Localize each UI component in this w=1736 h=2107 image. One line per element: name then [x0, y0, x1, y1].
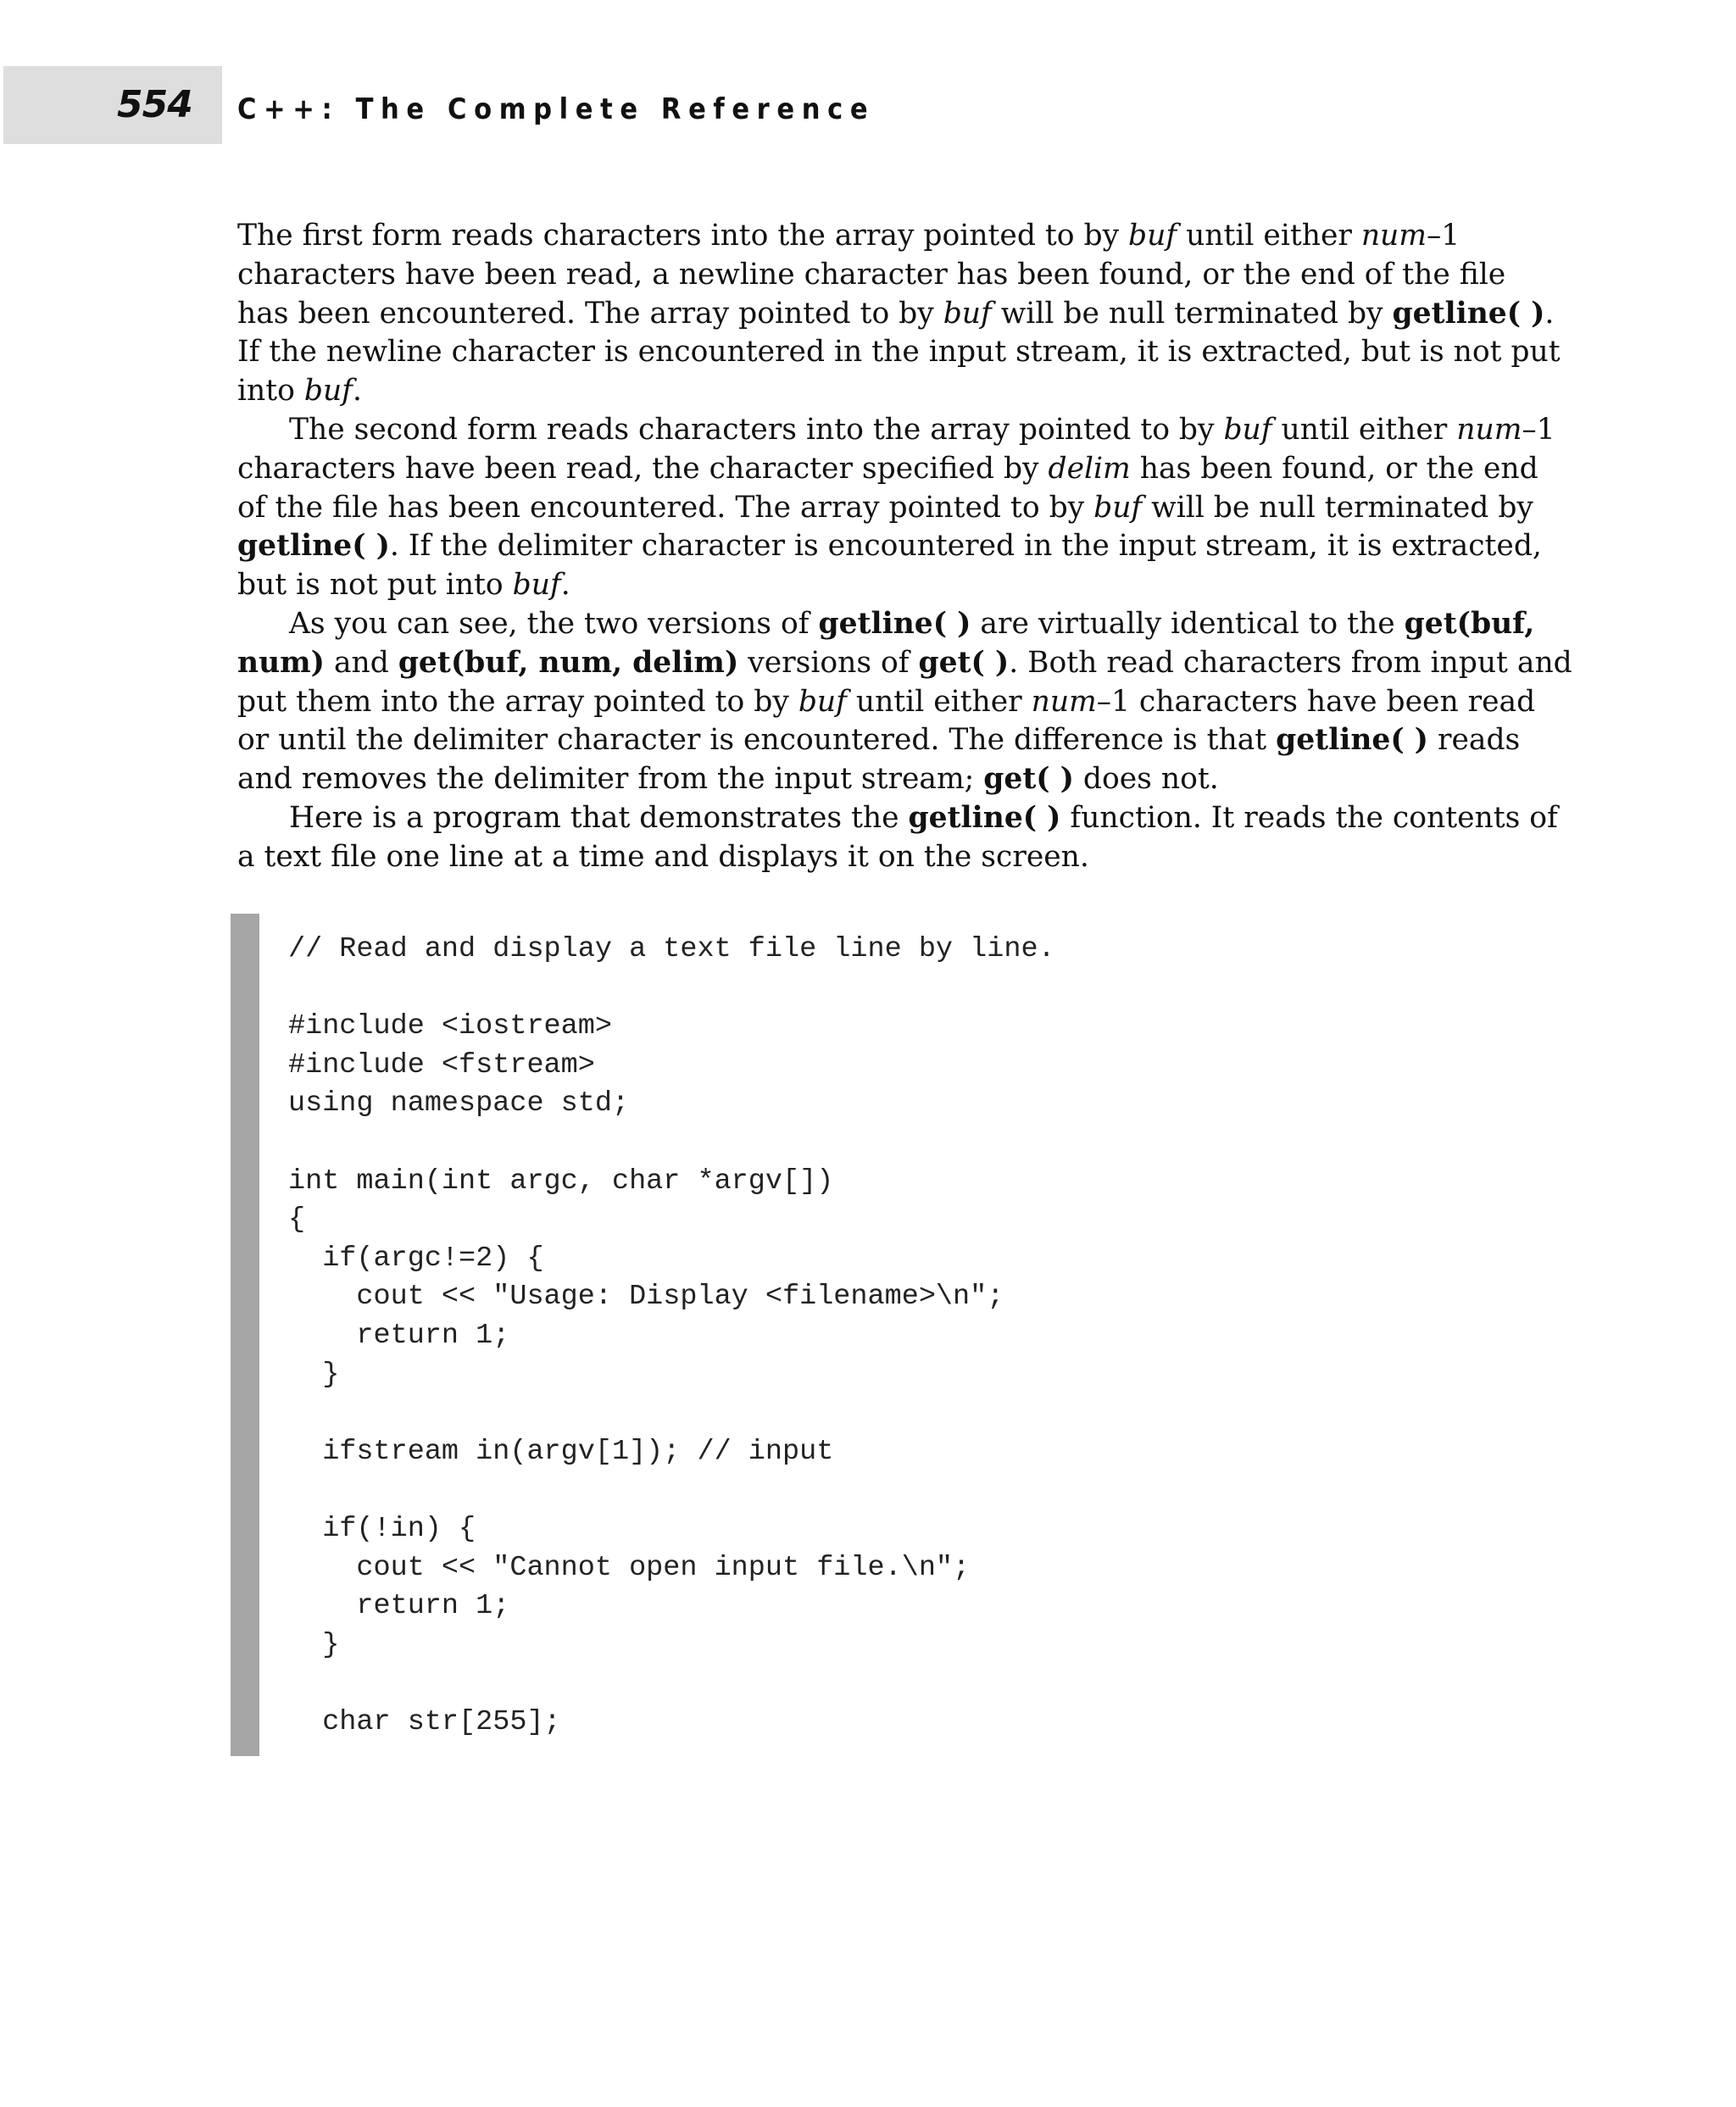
code-line: cout << "Cannot open input file.\n"; [288, 1551, 971, 1584]
code-line: cout << "Usage: Display <filename>\n"; [288, 1281, 1004, 1314]
text-run: until either [846, 684, 1032, 719]
text-run: does not. [1073, 762, 1219, 797]
text-run: characters have been read, a newline character has been found, or the end of the file [237, 257, 1506, 292]
text-run: and removes the delimiter from the input stream; [237, 762, 984, 797]
code-line: { [288, 1204, 306, 1237]
code-line: return 1; [288, 1319, 510, 1352]
bold-term: get(buf, [1404, 606, 1535, 641]
bold-term: getline( ) [237, 529, 390, 564]
italic-term: buf [1093, 490, 1143, 525]
page-number: 554 [117, 83, 192, 126]
text-run: . [352, 374, 362, 409]
bold-term: get( ) [918, 645, 1010, 680]
italic-term: num [1360, 219, 1427, 253]
body-text [237, 217, 1572, 877]
text-line [237, 256, 1506, 295]
text-run: will be null terminated by [991, 296, 1393, 331]
text-run: The second form reads characters into the array pointed to by [289, 412, 1224, 447]
code-line: #include <iostream> [288, 1010, 612, 1043]
text-run: . If the delimiter character is encountered in the input stream, it is extracted, [389, 529, 1542, 564]
paragraph [237, 411, 1555, 605]
code-line: return 1; [288, 1590, 510, 1623]
text-line [237, 527, 1542, 566]
text-run: reads [1428, 723, 1521, 758]
italic-term: buf [798, 684, 847, 719]
code-listing [288, 931, 1055, 1742]
text-run: function. It reads the contents of [1060, 800, 1558, 835]
code-line: } [288, 1628, 340, 1661]
text-line [237, 295, 1555, 334]
text-line [237, 683, 1536, 722]
text-run: –1 characters have been read [1096, 684, 1536, 719]
code-line: // Read and display a text file line by line. [288, 933, 1055, 965]
code-line: char str[255]; [288, 1705, 561, 1738]
bold-term: getline( ) [1392, 296, 1545, 331]
bold-term: get( ) [983, 762, 1074, 797]
code-line [288, 1471, 1055, 1510]
text-run: The first form reads characters into the array pointed to by [237, 219, 1129, 253]
paragraph [237, 605, 1572, 799]
paragraph [237, 217, 1561, 411]
text-run: If the newline character is encountered in the input stream, it is extracted, but is not put [237, 335, 1561, 370]
running-head: C++: The Complete Reference [237, 92, 876, 126]
bold-term: num) [237, 645, 325, 680]
text-run: but is not put into [237, 568, 513, 603]
text-line [237, 721, 1521, 760]
text-run: . [560, 568, 570, 603]
text-line [237, 760, 1492, 799]
italic-term: buf [1128, 219, 1177, 253]
code-line [288, 1665, 1055, 1704]
italic-term: buf [303, 374, 353, 409]
text-run: until either [1177, 219, 1361, 253]
text-run: has been found, or the end [1130, 451, 1538, 486]
text-run: –1 [1522, 412, 1555, 447]
text-run: and [325, 645, 398, 680]
text-run: Here is a program that demonstrates the [289, 800, 909, 835]
text-line [237, 566, 1492, 605]
text-run: characters have been read, the character specified by [237, 451, 1049, 486]
text-line [237, 489, 1533, 528]
text-run: As you can see, the two versions of [289, 606, 819, 641]
paragraph [237, 799, 1558, 877]
italic-term: delim [1048, 451, 1131, 486]
code-line: } [288, 1358, 340, 1391]
text-run: versions of [738, 645, 919, 680]
text-run: . [1544, 296, 1555, 331]
code-line [288, 1394, 1055, 1433]
code-line: #include <fstream> [288, 1048, 595, 1081]
code-line: if(argc!=2) { [288, 1242, 544, 1275]
italic-term: num [1456, 412, 1522, 447]
text-run: of the file has been encountered. The array pointed to by [237, 490, 1094, 525]
text-line [237, 372, 1492, 411]
code-line: int main(int argc, char *argv[]) [288, 1165, 834, 1198]
text-run: put them into the array pointed to by [237, 684, 798, 719]
code-line [288, 970, 1055, 1009]
code-line: ifstream in(argv[1]); // input [288, 1435, 834, 1468]
text-run: will be null terminated by [1142, 490, 1533, 525]
code-block-bar [231, 914, 259, 1756]
text-run: . Both read characters from input and [1009, 645, 1572, 680]
italic-term: buf [1223, 412, 1272, 447]
bold-term: getline( ) [818, 606, 971, 641]
text-line [237, 450, 1538, 489]
text-line [237, 838, 1492, 877]
italic-term: buf [512, 568, 561, 603]
bold-term: getline( ) [908, 800, 1061, 835]
text-run: into [237, 374, 304, 409]
bold-term: get(buf, num, delim) [398, 645, 739, 680]
code-line [288, 1124, 1055, 1163]
text-line [237, 799, 1558, 838]
italic-term: num [1031, 684, 1097, 719]
text-line [237, 605, 1535, 644]
bold-term: getline( ) [1276, 723, 1429, 758]
italic-term: buf [943, 296, 992, 331]
text-line [237, 217, 1492, 256]
text-line [237, 333, 1561, 372]
text-run: has been encountered. The array pointed to by [237, 296, 943, 331]
text-run: until either [1271, 412, 1457, 447]
text-run: a text file one line at a time and displays it on the screen. [237, 839, 1089, 874]
code-line: using namespace std; [288, 1087, 630, 1120]
code-line: if(!in) { [288, 1512, 476, 1545]
text-run: or until the delimiter character is encountered. The difference is that [237, 723, 1277, 758]
text-line [237, 411, 1555, 450]
text-run: are virtually identical to the [971, 606, 1405, 641]
text-line [237, 644, 1572, 683]
text-run: –1 [1426, 219, 1461, 253]
